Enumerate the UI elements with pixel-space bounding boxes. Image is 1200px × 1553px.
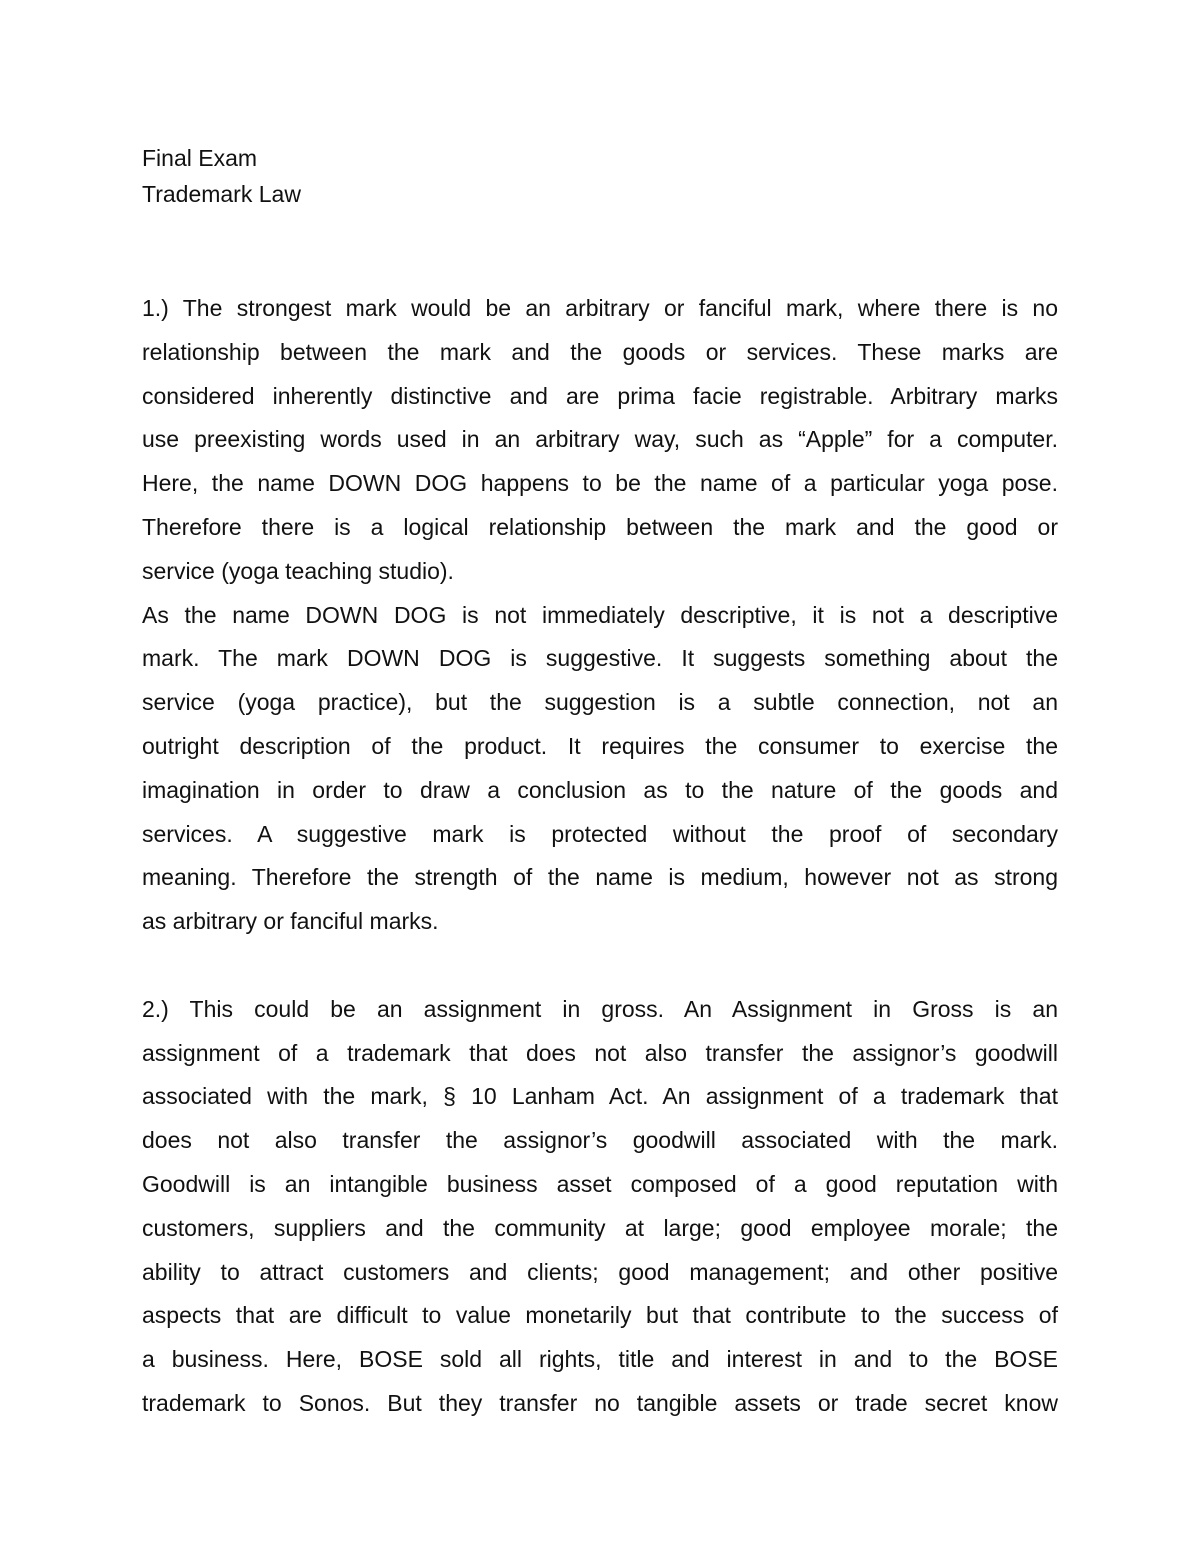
- document-title: Final Exam: [142, 145, 258, 171]
- text-line: aspects that are difficult to value monetarily but that contribute to the success of: [142, 1302, 1058, 1329]
- text-line: service (yoga practice), but the suggestion is a subtle connection, not an: [142, 689, 1058, 716]
- text-line: does not also transfer the assignor’s goodwill associated with the mark.: [142, 1127, 1058, 1154]
- text-line: Goodwill is an intangible business asset composed of a good reputation with: [142, 1170, 1058, 1197]
- document-body: [142, 287, 1058, 1426]
- text-line: use preexisting words used in an arbitrary way, such as “Apple” for a computer.: [142, 426, 1058, 453]
- text-line: considered inherently distinctive and are prima facie registrable. Arbitrary marks: [142, 382, 1058, 409]
- text-line: Therefore there is a logical relationship between the mark and the good or: [142, 513, 1058, 540]
- document-header: [142, 140, 301, 212]
- text-line: service (yoga teaching studio).: [142, 557, 454, 584]
- document-subtitle: Trademark Law: [142, 181, 301, 207]
- text-line: outright description of the product. It requires the consumer to exercise the: [142, 732, 1058, 759]
- text-line: customers, suppliers and the community at large; good employee morale; the: [142, 1214, 1058, 1241]
- text-line: associated with the mark, § 10 Lanham Act. An assignment of a trademark that: [142, 1083, 1058, 1110]
- text-line: services. A suggestive mark is protected without the proof of secondary: [142, 820, 1058, 847]
- text-line: assignment of a trademark that does not also transfer the assignor’s goodwill: [142, 1039, 1058, 1066]
- text-line: 1.) The strongest mark would be an arbitrary or fanciful mark, where there is no: [142, 295, 1058, 321]
- text-line: relationship between the mark and the goods or services. These marks are: [142, 338, 1058, 365]
- text-line: as arbitrary or fanciful marks.: [142, 908, 439, 935]
- text-line: As the name DOWN DOG is not immediately descriptive, it is not a descriptive: [142, 601, 1058, 628]
- paragraph-gap: [142, 944, 1058, 988]
- text-line: 2.) This could be an assignment in gross. An Assignment in Gross is an: [142, 995, 1058, 1022]
- text-line: mark. The mark DOWN DOG is suggestive. It suggests something about the: [142, 645, 1058, 672]
- text-line: trademark to Sonos. But they transfer no tangible assets or trade secret know: [142, 1389, 1058, 1416]
- text-line: a business. Here, BOSE sold all rights, title and interest in and to the BOSE: [142, 1346, 1058, 1373]
- text-line: meaning. Therefore the strength of the name is medium, however not as strong: [142, 864, 1058, 891]
- text-line: ability to attract customers and clients; good management; and other positive: [142, 1258, 1058, 1285]
- text-line: imagination in order to draw a conclusion as to the nature of the goods and: [142, 776, 1058, 803]
- text-line: Here, the name DOWN DOG happens to be the name of a particular yoga pose.: [142, 470, 1058, 497]
